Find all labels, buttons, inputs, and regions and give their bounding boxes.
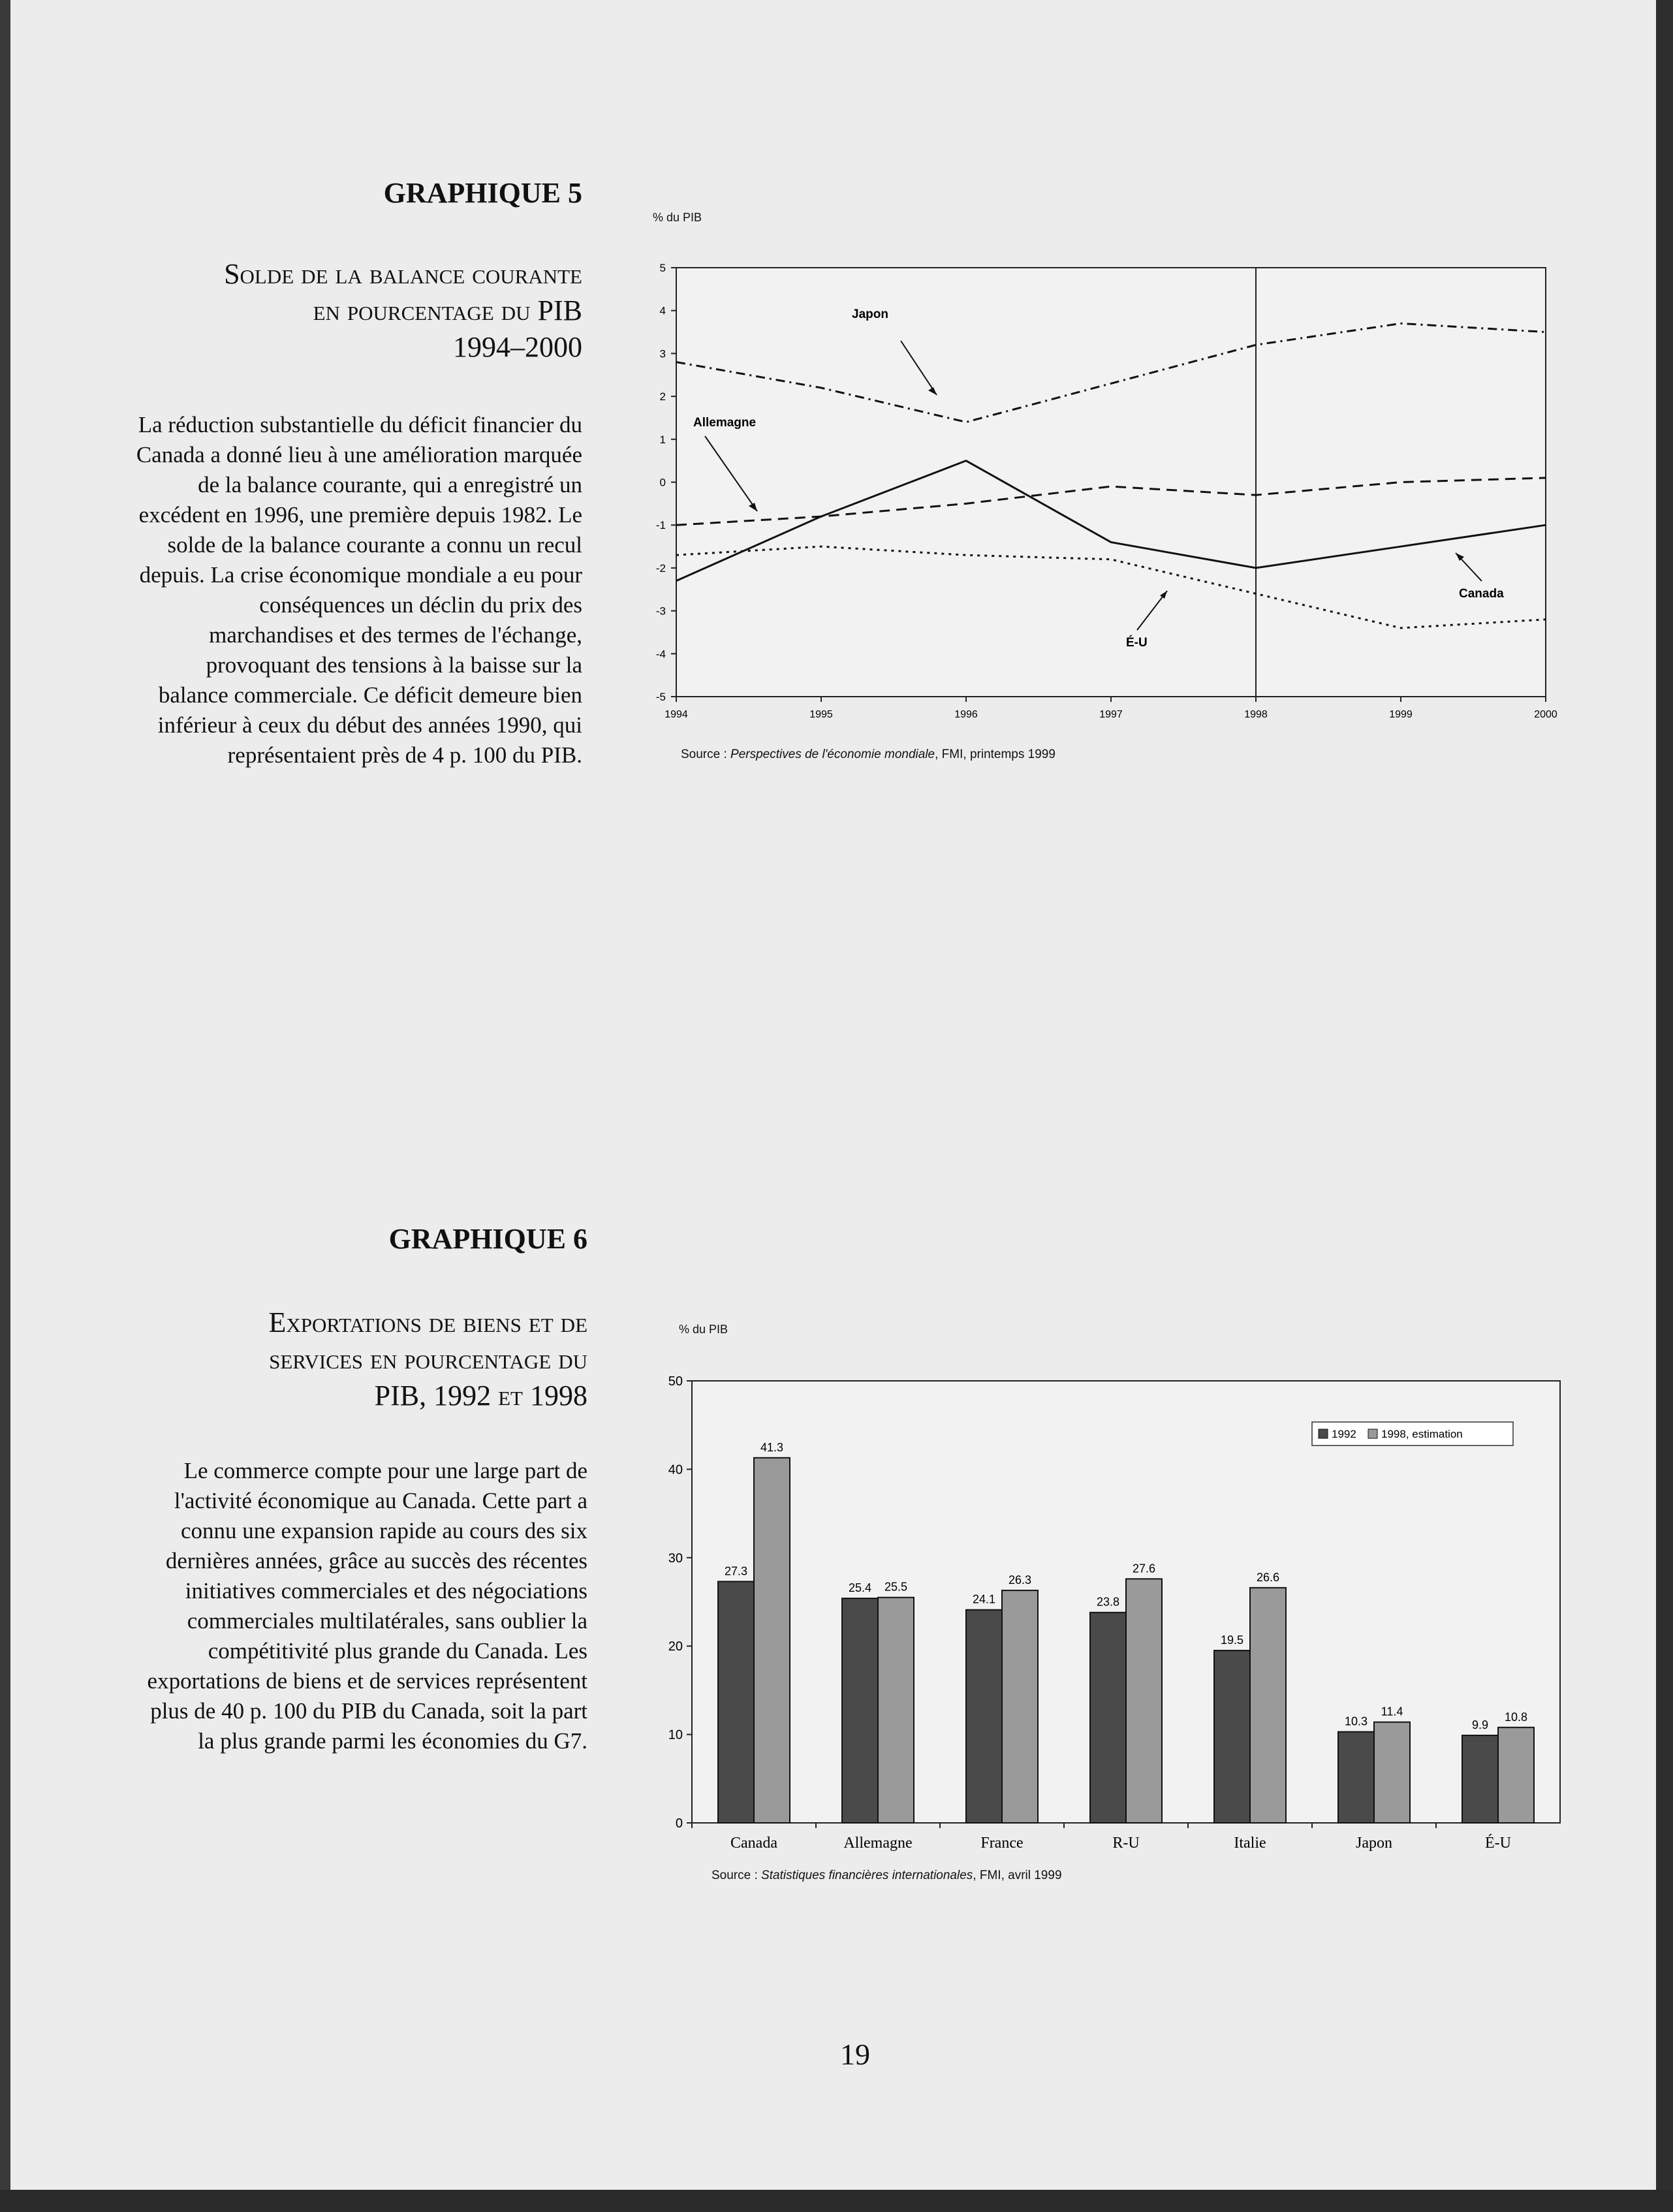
bar-value-label: 9.9 [1471, 1718, 1489, 1731]
y-tick-label: 4 [659, 304, 666, 317]
graph5-body-text: La réduction substantielle du déficit financier du Canada a donné lieu à une amélioration marquée de la balance courante, qui a enregistré un excédent en 1996, une première depuis 1982. Le solde de la balance courante a connu un recul depuis. La crise économique mondiale a eu pour conséquences un déclin du prix des marchandises et des termes de l'échange, provoquant des tensions à la baisse sur la balance commerciale. Ce déficit demeure bien inférieur à ceux du début des années 1990, qui représentaient près de 4 p. 100 du PIB. [136, 412, 582, 768]
legend-label-1992: 1992 [1332, 1428, 1356, 1440]
graph5-heading: GRAPHIQUE 5 [383, 177, 582, 209]
bar-value-label: 23.8 [1096, 1595, 1120, 1609]
bar-1998 [1250, 1588, 1286, 1823]
bar-1998 [754, 1458, 790, 1823]
graph6-source [711, 1869, 1062, 1883]
graph6-axis-unit: % du PIB [679, 1323, 728, 1336]
graph5-axis-unit: % du PIB [653, 211, 702, 224]
bar-value-label: 27.6 [1132, 1562, 1156, 1575]
page-number: 19 [840, 2038, 870, 2071]
y-tick-label: -3 [655, 605, 666, 618]
plot-area [676, 268, 1546, 697]
bar-1998 [1126, 1579, 1162, 1823]
graph6-source-title: Statistiques financières internationales [761, 1869, 973, 1882]
x-tick-label: 1998 [1244, 709, 1268, 720]
page-edge-bottom [0, 2190, 1673, 2212]
category-label: É-U [1485, 1835, 1511, 1852]
graph5-line-chart [627, 251, 1593, 741]
graph6-subtitle-line1: Exportations de biens et de [268, 1306, 587, 1338]
bar-1992 [842, 1598, 878, 1823]
graph6-source-prefix: Source : [711, 1869, 762, 1882]
y-tick-label: 3 [659, 347, 666, 360]
y-tick-label: 5 [659, 262, 666, 274]
page-edge-right [1656, 0, 1673, 2212]
bar-1992 [1338, 1732, 1374, 1823]
graph5-subtitle-line2: en pourcentage du PIB [313, 294, 582, 326]
y-tick-label: 50 [668, 1374, 683, 1389]
bar-value-label: 10.8 [1504, 1710, 1528, 1724]
y-tick-label: -4 [655, 648, 666, 661]
y-tick-label: 20 [668, 1639, 683, 1654]
category-label: France [980, 1835, 1024, 1852]
graph5-subtitle-line1: Solde de la balance courante [224, 258, 582, 290]
bar-1998 [878, 1598, 914, 1823]
bar-value-label: 26.6 [1256, 1570, 1280, 1584]
bar-1998 [1374, 1722, 1410, 1823]
x-tick-label: 1995 [809, 709, 833, 720]
bar-value-label: 25.4 [848, 1581, 872, 1595]
bar-value-label: 25.5 [884, 1580, 908, 1594]
x-tick-label: 2000 [1534, 709, 1557, 720]
x-tick-label: 1996 [954, 709, 978, 720]
category-label: Canada [730, 1835, 777, 1852]
category-label: Italie [1234, 1835, 1266, 1852]
series-label-canada: Canada [1459, 587, 1504, 601]
graph5-source [681, 748, 1055, 762]
y-tick-label: 1 [659, 433, 666, 446]
bar-1992 [1090, 1613, 1126, 1823]
bar-value-label: 11.4 [1381, 1705, 1403, 1718]
legend-label-1998: 1998, estimation [1381, 1428, 1463, 1440]
x-tick-label: 1999 [1389, 709, 1413, 720]
y-tick-label: -2 [655, 561, 666, 575]
bar-1992 [966, 1610, 1002, 1823]
series-label-japon: Japon [852, 308, 888, 321]
x-tick-label: 1994 [665, 709, 688, 720]
y-tick-label: -1 [655, 519, 666, 532]
graph6-bar-chart [646, 1365, 1573, 1861]
category-label: R-U [1112, 1835, 1140, 1852]
graph5-source-title: Perspectives de l'économie mondiale [730, 748, 935, 761]
graph6-subtitle-line2: services en pourcentage du [269, 1343, 587, 1375]
graph5-source-prefix: Source : [681, 748, 731, 761]
y-tick-label: 30 [668, 1551, 683, 1566]
bar-1998 [1498, 1728, 1534, 1823]
bar-value-label: 41.3 [760, 1440, 784, 1454]
legend-swatch-1992 [1319, 1429, 1328, 1438]
series-label-allemagne: Allemagne [693, 416, 757, 430]
y-tick-label: 10 [668, 1728, 683, 1743]
graph6-subtitle-line3: PIB, 1992 et 1998 [374, 1380, 587, 1412]
graph6-subtitle [111, 1304, 587, 1414]
y-tick-label: -5 [655, 691, 666, 703]
graph5-subtitle-years: 1994–2000 [453, 331, 582, 363]
bar-1992 [1462, 1735, 1498, 1823]
graph6-heading: GRAPHIQUE 6 [388, 1223, 587, 1255]
bar-value-label: 10.3 [1344, 1714, 1368, 1728]
x-tick-label: 1997 [1099, 709, 1123, 720]
y-tick-label: 40 [668, 1462, 683, 1477]
graph6-source-suffix: , FMI, avril 1999 [973, 1869, 1062, 1882]
graph6-body-text: Le commerce compte pour une large part de l'activité économique au Canada. Cette part a connu une expansion rapide au cours des six dernières années, grâce au succès des récentes initiatives commerciales et des négociations commerciales multilatérales, sans oublier la compétitivité plus grande du Canada. Les exportations de biens et de services représentent plus de 40 p. 100 du PIB du Canada, soit la part la plus grande parmi les économies du G7. [147, 1458, 587, 1754]
bar-value-label: 19.5 [1220, 1633, 1244, 1647]
page-edge-left [0, 0, 10, 2212]
y-tick-label: 0 [659, 476, 666, 489]
category-label: Japon [1356, 1835, 1392, 1852]
bar-1992 [718, 1581, 754, 1823]
legend-swatch-1998 [1368, 1429, 1377, 1438]
graph5-source-suffix: , FMI, printemps 1999 [935, 748, 1055, 761]
bar-1992 [1214, 1651, 1250, 1823]
chart-legend [1312, 1422, 1513, 1446]
bar-value-label: 26.3 [1008, 1573, 1032, 1587]
bar-value-label: 27.3 [724, 1564, 748, 1578]
bar-value-label: 24.1 [972, 1592, 996, 1606]
series-label-eu: É-U [1126, 636, 1148, 650]
graph5-subtitle [111, 256, 582, 366]
y-tick-label: 0 [675, 1816, 683, 1831]
category-label: Allemagne [843, 1835, 913, 1852]
y-tick-label: 2 [659, 390, 666, 403]
bar-1998 [1002, 1590, 1038, 1823]
